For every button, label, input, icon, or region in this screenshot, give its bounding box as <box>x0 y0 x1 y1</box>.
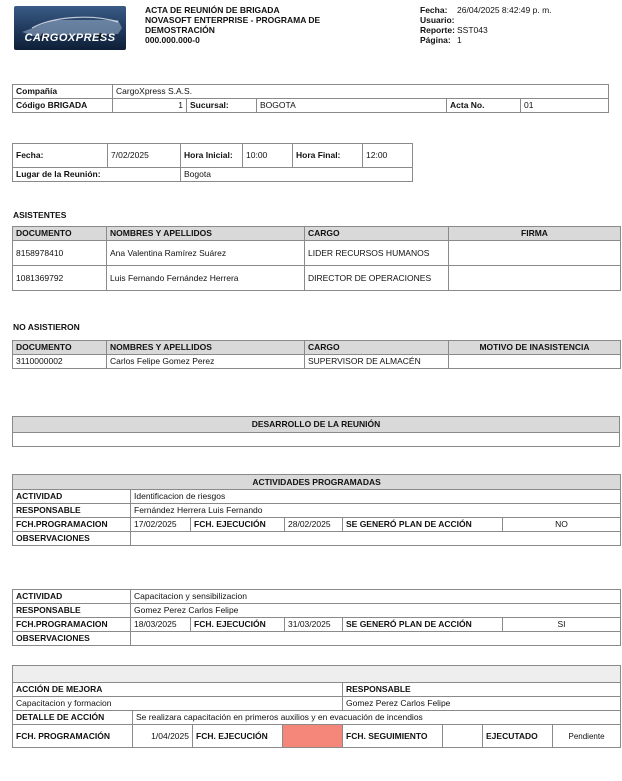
brigade-label: Código BRIGADA <box>13 99 113 113</box>
activities-table-2 <box>12 589 621 646</box>
development-table <box>12 416 620 447</box>
company-table <box>12 84 609 113</box>
signature-cell <box>449 266 621 291</box>
plan-value: SI <box>503 618 621 632</box>
observations-value <box>131 532 621 546</box>
improvement-scheduled-label: FCH. PROGRAMACIÓN <box>13 725 133 748</box>
table-row <box>13 266 621 291</box>
attendees-table <box>12 226 621 291</box>
responsible-label: RESPONSABLE <box>13 504 131 518</box>
report-title <box>145 5 385 45</box>
company-value: CargoXpress S.A.S. <box>113 85 609 99</box>
improvement-responsible-value: Gomez Perez Carlos Felipe <box>343 697 621 711</box>
responsible-value: Gomez Perez Carlos Felipe <box>131 604 621 618</box>
executed-status-label: EJECUTADO <box>483 725 553 748</box>
start-label: Hora Inicial: <box>181 144 243 168</box>
document-cell: 1081369792 <box>13 266 107 291</box>
table-row <box>13 355 621 369</box>
header-cell: NOMBRES Y APELLIDOS <box>107 227 305 241</box>
meta-label: Usuario: <box>420 15 455 25</box>
executed-value: 31/03/2025 <box>285 618 343 632</box>
action-value: Capacitacion y formacion <box>13 697 343 711</box>
plan-label: SE GENERÓ PLAN DE ACCIÓN <box>343 618 503 632</box>
attendees-title: ASISTENTES <box>13 210 67 220</box>
title-line: 000.000.000-0 <box>145 35 200 45</box>
meta-value: 1 <box>457 35 462 45</box>
plan-label: SE GENERÓ PLAN DE ACCIÓN <box>343 518 503 532</box>
logo-text: CARGOXPRESS <box>24 32 116 44</box>
improvement-table <box>12 665 621 748</box>
observations-label: OBSERVACIONES <box>13 532 131 546</box>
header-cell: DOCUMENTO <box>13 227 107 241</box>
header-cell: CARGO <box>305 227 449 241</box>
header-cell: DOCUMENTO <box>13 341 107 355</box>
responsible-label: RESPONSABLE <box>13 604 131 618</box>
company-logo <box>14 6 126 50</box>
improvement-executed-value <box>283 725 343 748</box>
responsible-value: Fernández Herrera Luis Fernando <box>131 504 621 518</box>
name-cell: Ana Valentina Ramírez Suárez <box>107 241 305 266</box>
brigade-value: 1 <box>113 99 187 113</box>
end-label: Hora Final: <box>293 144 363 168</box>
name-cell: Luis Fernando Fernández Herrera <box>107 266 305 291</box>
meta-label: Página: <box>420 35 451 45</box>
followup-label: FCH. SEGUIMIENTO <box>343 725 443 748</box>
branch-value: BOGOTA <box>257 99 447 113</box>
followup-value <box>443 725 483 748</box>
meta-label: Reporte: <box>420 25 455 35</box>
activity-label: ACTIVIDAD <box>13 490 131 504</box>
place-label: Lugar de la Reunión: <box>13 168 181 182</box>
role-cell: SUPERVISOR DE ALMACÉN <box>305 355 449 369</box>
meeting-table <box>12 143 413 182</box>
end-value: 12:00 <box>363 144 413 168</box>
scheduled-label: FCH.PROGRAMACION <box>13 518 131 532</box>
scheduled-label: FCH.PROGRAMACION <box>13 618 131 632</box>
executed-value: 28/02/2025 <box>285 518 343 532</box>
executed-label: FCH. EJECUCIÓN <box>191 518 285 532</box>
header-cell: CARGO <box>305 341 449 355</box>
detail-label: DETALLE DE ACCIÓN <box>13 711 133 725</box>
name-cell: Carlos Felipe Gomez Perez <box>107 355 305 369</box>
meta-label: Fecha: <box>420 5 448 15</box>
scheduled-value: 18/03/2025 <box>131 618 191 632</box>
report-meta <box>420 5 620 45</box>
development-title: DESARROLLO DE LA REUNIÓN <box>13 417 620 433</box>
improvement-spacer <box>13 666 621 683</box>
executed-status-value: Pendiente <box>553 725 621 748</box>
header-cell: FIRMA <box>449 227 621 241</box>
absent-title: NO ASISTIERON <box>13 322 80 332</box>
date-label: Fecha: <box>13 144 108 168</box>
improvement-responsible-label: RESPONSABLE <box>343 683 621 697</box>
act-label: Acta No. <box>447 99 521 113</box>
activity-value: Identificacion de riesgos <box>131 490 621 504</box>
activity-value: Capacitacion y sensibilizacion <box>131 590 621 604</box>
plan-value: NO <box>503 518 621 532</box>
document-cell: 8158978410 <box>13 241 107 266</box>
document-cell: 3110000002 <box>13 355 107 369</box>
reason-cell <box>449 355 621 369</box>
observations-value <box>131 632 621 646</box>
role-cell: DIRECTOR DE OPERACIONES <box>305 266 449 291</box>
scheduled-value: 17/02/2025 <box>131 518 191 532</box>
meta-value: 26/04/2025 8:42:49 p. m. <box>457 5 552 15</box>
absent-table <box>12 340 621 369</box>
activities-table-1 <box>12 474 621 546</box>
action-label: ACCIÓN DE MEJORA <box>13 683 343 697</box>
table-row <box>13 241 621 266</box>
place-value: Bogota <box>181 168 413 182</box>
activities-title: ACTIVIDADES PROGRAMADAS <box>13 475 621 490</box>
start-value: 10:00 <box>243 144 293 168</box>
header-cell: MOTIVO DE INASISTENCIA <box>449 341 621 355</box>
development-content <box>13 433 620 447</box>
improvement-executed-label: FCH. EJECUCIÓN <box>193 725 283 748</box>
role-cell: LIDER RECURSOS HUMANOS <box>305 241 449 266</box>
activity-label: ACTIVIDAD <box>13 590 131 604</box>
title-line: NOVASOFT ENTERPRISE - PROGRAMA DE <box>145 15 321 25</box>
observations-label: OBSERVACIONES <box>13 632 131 646</box>
company-label: Compañía <box>13 85 113 99</box>
act-value: 01 <box>521 99 609 113</box>
executed-label: FCH. EJECUCIÓN <box>191 618 285 632</box>
title-line: ACTA DE REUNIÓN DE BRIGADA <box>145 5 280 15</box>
branch-label: Sucursal: <box>187 99 257 113</box>
title-line: DEMOSTRACIÓN <box>145 25 215 35</box>
improvement-scheduled-value: 1/04/2025 <box>133 725 193 748</box>
date-value: 7/02/2025 <box>108 144 181 168</box>
detail-value: Se realizara capacitación en primeros auxilios y en evacuación de incendios <box>133 711 621 725</box>
header-cell: NOMBRES Y APELLIDOS <box>107 341 305 355</box>
signature-cell <box>449 241 621 266</box>
meta-value: SST043 <box>457 25 488 35</box>
